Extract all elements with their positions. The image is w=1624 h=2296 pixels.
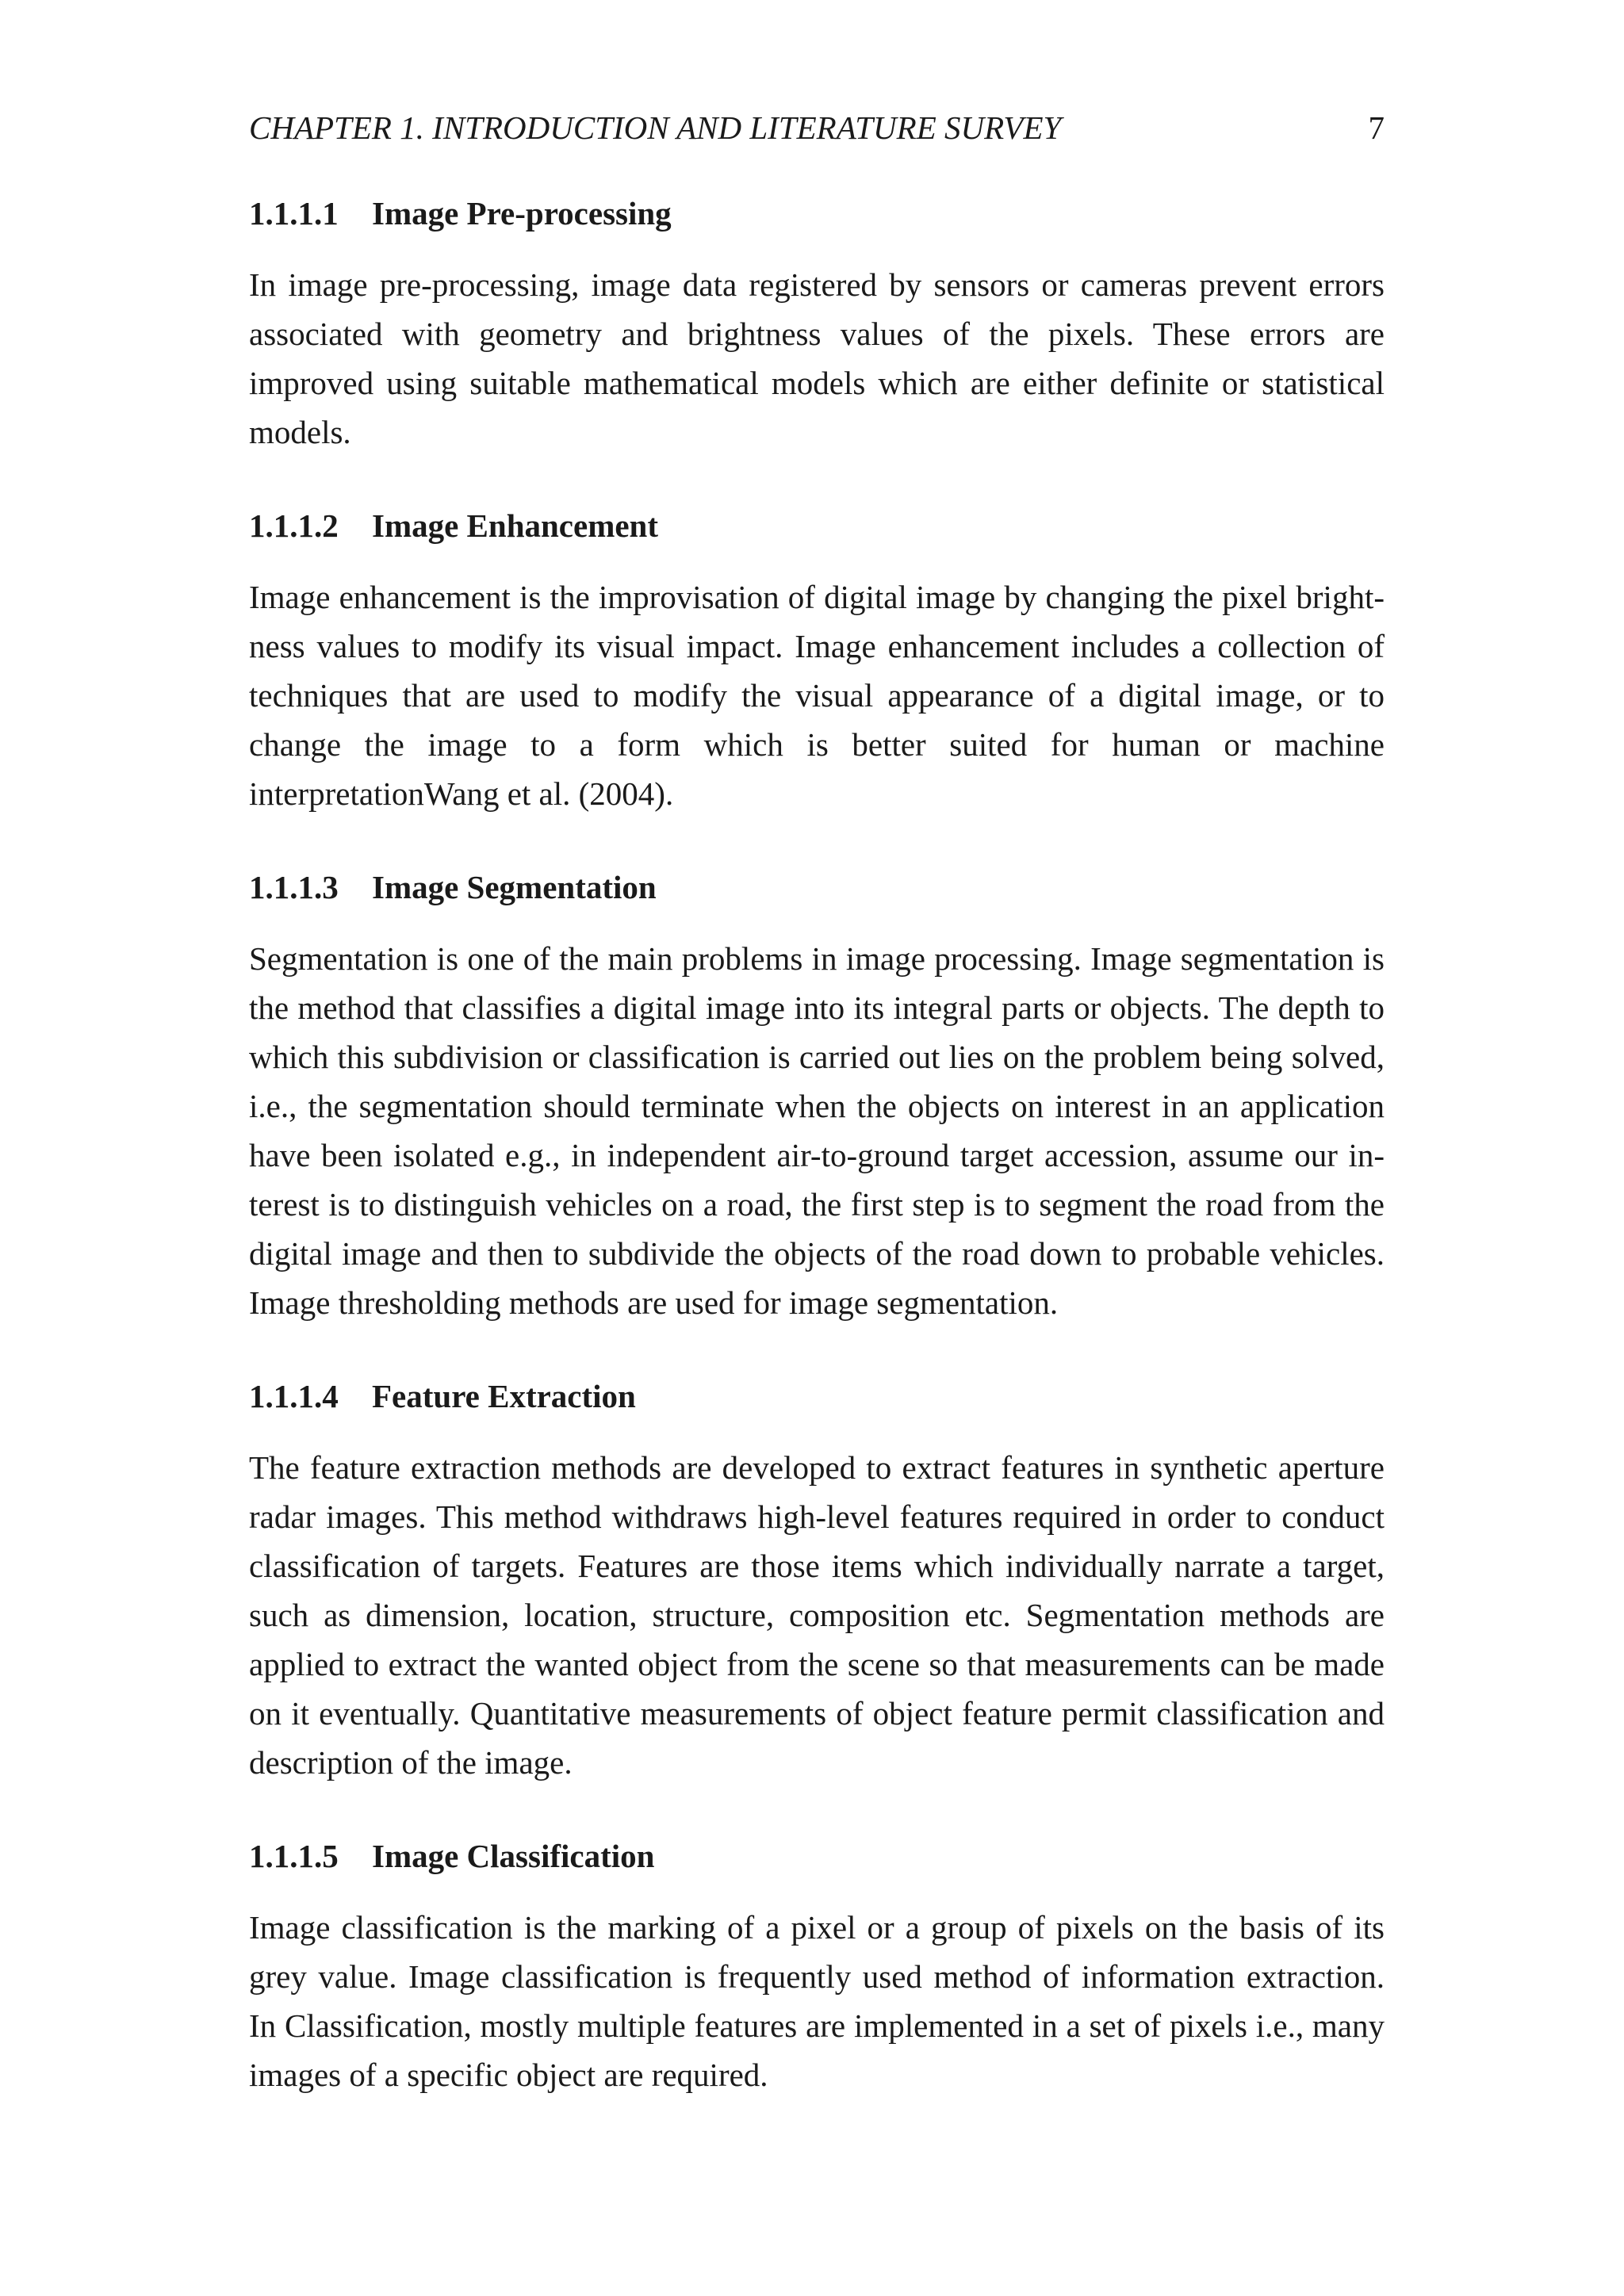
document-page [249, 103, 1385, 2099]
section-number: 1.1.1.1 [249, 195, 339, 232]
section-title: Image Enhancement [372, 507, 659, 544]
section-image-segmentation [249, 863, 1385, 1327]
section-body: Segmentation is one of the main problems in image processing. Image segmentation is the method that classifies a digital image into its integral parts or objects. The depth to which this subdivision or classification is carried out lies on the problem being solved, i.e., the segmentation should terminate when the objects on interest in an application have been isolated e.g., in independent air-to-ground target accession, assume our interest is to distinguish vehicles on a road, the first step is to segment the road from the digital image and then to subdivide the objects of the road down to probable vehicles. Image thresholding methods are used for image segmentation. [249, 940, 1385, 1321]
section-body: In image pre-processing, image data registered by sensors or cameras prevent errors associated with geometry and brightness values of the pixels. These errors are improved using suitable mathematical models which are either definite or statistical models. [249, 266, 1385, 450]
section-heading [249, 863, 1385, 912]
section-title: Image Classification [372, 1838, 655, 1874]
section-heading [249, 1831, 1385, 1881]
section-image-classification [249, 1831, 1385, 2099]
section-number: 1.1.1.5 [249, 1838, 339, 1874]
section-heading [249, 189, 1385, 238]
section-feature-extraction [249, 1372, 1385, 1787]
section-title: Image Segmentation [372, 869, 657, 905]
section-heading [249, 1372, 1385, 1421]
section-number: 1.1.1.2 [249, 507, 339, 544]
running-header [249, 103, 1385, 152]
section-body: Image enhancement is the improvisation of digital image by changing the pixel brightness values to modify its visual impact. Image enhancement includes a collection of techniques that are used to modify the visual appearance of a digital image, or to change the image to a form which is better suited for human or machine interpretationWang et al. (2004). [249, 579, 1385, 812]
section-title: Feature Extraction [372, 1378, 636, 1414]
chapter-title: CHAPTER 1. INTRODUCTION AND LITERATURE SURVEY [249, 109, 1062, 146]
section-body: The feature extraction methods are developed to extract features in synthetic aperture radar images. This method withdraws high-level features required in order to conduct classification of targets. Features are those items which individually narrate a target, such as dimension, location, structure, composition etc. Segmentation methods are applied to extract the wanted object from the scene so that measurements can be made on it eventually. Quantitative measurements of object feature permit classification and description of the image. [249, 1449, 1385, 1781]
section-image-pre-processing [249, 189, 1385, 457]
section-number: 1.1.1.3 [249, 869, 339, 905]
page-number: 7 [1368, 109, 1385, 146]
section-heading [249, 501, 1385, 550]
section-number: 1.1.1.4 [249, 1378, 339, 1414]
section-body: Image classification is the marking of a pixel or a group of pixels on the basis of its grey value. Image classification is frequently used method of information extraction. In Classification, mostly multiple features are implemented in a set of pixels i.e., many images of a specific object are required. [249, 1909, 1385, 2093]
section-title: Image Pre-processing [372, 195, 672, 232]
section-image-enhancement [249, 501, 1385, 818]
